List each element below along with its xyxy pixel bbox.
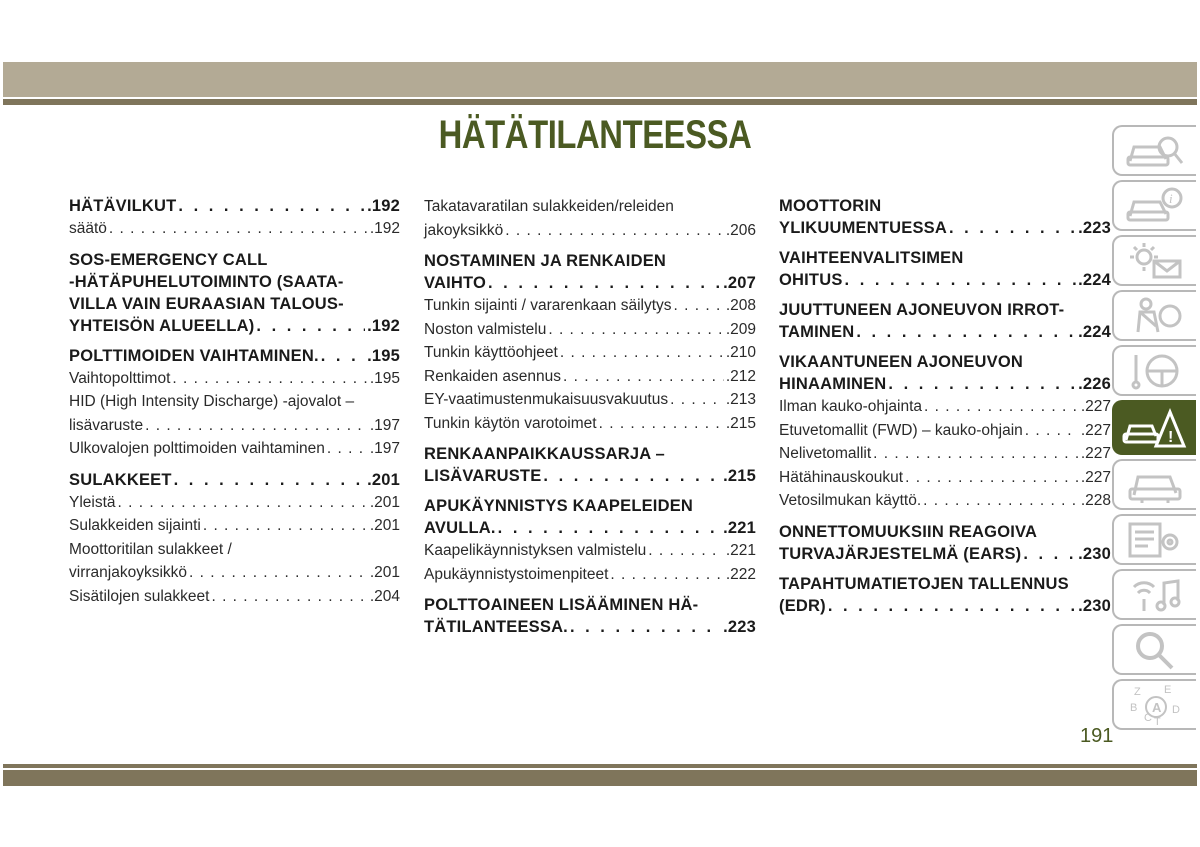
toc-entry-text: MOOTTORIN [779, 197, 882, 215]
toc-page-number: .197 [369, 440, 400, 457]
toc-page-number: .230 [1078, 596, 1111, 615]
page-number: 191 [1080, 725, 1114, 747]
dot-leader [327, 437, 368, 461]
dot-leader [505, 219, 724, 243]
search-magnifier-icon [1124, 630, 1186, 670]
toc-entry[interactable] [779, 489, 1111, 513]
toc-entry[interactable] [779, 442, 1111, 466]
toc-entry-text: Nelivetomallit [779, 445, 872, 462]
dot-leader [172, 367, 367, 391]
toc-heading[interactable] [779, 247, 1111, 291]
dot-leader [543, 465, 721, 487]
toc-entry-text: Kaapelikäynnistyksen valmistelu [424, 542, 647, 559]
toc-entry-text: NOSTAMINEN JA RENKAIDEN [424, 252, 667, 270]
dot-leader [873, 442, 1079, 466]
toc-page-number: .212 [725, 367, 756, 385]
toc-entry-text: jakoyksikkö [424, 221, 504, 239]
dot-leader [648, 539, 724, 563]
toc-entry[interactable] [69, 514, 400, 538]
toc-page-number: .222 [725, 565, 756, 583]
toc-heading[interactable] [69, 469, 400, 491]
alphabet-index-icon [1124, 683, 1186, 727]
tab-warning-lights[interactable] [1112, 235, 1196, 286]
toc-entry-text: APUKÄYNNISTYS KAAPELEIDEN [424, 497, 694, 515]
tab-steering-wheel[interactable] [1112, 345, 1196, 396]
seatbelt-airbag-icon [1124, 296, 1186, 336]
toc-entry-text: JUUTTUNEEN AJONEUVON IRROT- [779, 301, 1065, 319]
toc-page-number: .204 [369, 587, 400, 605]
tab-seatbelt-airbag[interactable] [1112, 290, 1196, 341]
svg-text:!: ! [1168, 428, 1174, 446]
toc-entry[interactable] [69, 585, 400, 609]
toc-entry[interactable] [424, 563, 756, 587]
toc-page-number: .213 [725, 391, 756, 408]
toc-entry-text: Vetosilmukan käyttö. [779, 492, 922, 509]
toc-entry-text: Sisätilojen sulakkeet [69, 587, 210, 605]
toc-page-number: .195 [369, 369, 400, 387]
page-title: HÄTÄTILANTEESSA [438, 113, 752, 157]
toc-heading[interactable] [424, 594, 756, 638]
toc-page-number: .201 [367, 470, 400, 489]
toc-entry-text: -HÄTÄPUHELUTOIMINTO (SAATA- [69, 272, 344, 291]
header-band [3, 62, 1197, 97]
car-service-icon [1124, 465, 1186, 505]
dot-leader [548, 318, 724, 342]
toc-entry-text: lisävaruste [69, 416, 144, 434]
dot-leader [211, 585, 367, 609]
dot-leader [1023, 543, 1076, 565]
toc-entry-text: ONNETTOMUUKSIIN REAGOIVA [779, 522, 1038, 541]
tab-emergency[interactable] [1112, 400, 1196, 455]
car-search-icon [1124, 131, 1186, 171]
dot-leader [949, 217, 1076, 239]
toc-entry[interactable] [69, 390, 400, 437]
toc-entry[interactable] [424, 341, 756, 365]
toc-entry-text: VAIHTEENVALITSIMEN [779, 249, 964, 267]
toc-heading[interactable] [69, 195, 400, 217]
toc-heading[interactable] [779, 195, 1111, 239]
dot-leader [888, 373, 1076, 395]
dot-leader [145, 414, 368, 438]
dot-leader [189, 561, 368, 585]
toc-entry-text: YLIKUUMENTUESSA [779, 219, 948, 237]
toc-entry-text: Ilman kauko-ohjainta [779, 398, 923, 415]
toc-entry-text: Ulkovalojen polttimoiden vaihtaminen [69, 440, 325, 457]
toc-page-number: .228 [1080, 492, 1111, 509]
index-letter-z: Z [1134, 685, 1141, 698]
toc-entry[interactable] [424, 539, 756, 563]
toc-heading[interactable] [779, 573, 1111, 617]
dot-leader [118, 491, 368, 515]
toc-column-1 [69, 195, 400, 608]
tab-maintenance[interactable] [1112, 514, 1196, 565]
toc-entry-text: LISÄVARUSTE [424, 467, 542, 485]
toc-page-number: .209 [725, 320, 756, 338]
dot-leader [905, 466, 1079, 490]
index-letter-b: B [1130, 701, 1138, 714]
toc-entry-text: HINAAMINEN [779, 375, 887, 393]
toc-entry-text: VILLA VAIN EURAASIAN TALOUS- [69, 294, 344, 313]
toc-entry[interactable] [779, 395, 1111, 419]
tab-index[interactable] [1112, 679, 1196, 730]
toc-entry-text: YHTEISÖN ALUEELLA) [69, 316, 255, 335]
toc-entry-text: Moottoritilan sulakkeet / [69, 540, 232, 558]
index-letter-t: T [1154, 715, 1161, 727]
toc-entry-text: TÄTILANTEESSA. [424, 618, 568, 636]
warning-lights-message-icon [1124, 241, 1186, 281]
toc-entry-text: TAMINEN [779, 323, 855, 341]
dot-leader [674, 294, 724, 318]
toc-entry[interactable] [69, 367, 400, 391]
toc-entry-text: POLTTOAINEEN LISÄÄMINEN HÄ- [424, 596, 699, 614]
tab-car-search[interactable] [1112, 125, 1196, 176]
toc-entry[interactable] [69, 491, 400, 515]
toc-entry-text: TURVAJÄRJESTELMÄ (EARS) [779, 544, 1022, 563]
toc-page-number: .192 [369, 220, 400, 237]
toc-page-number: .197 [369, 416, 400, 434]
dot-leader [178, 195, 365, 217]
footer-rule [3, 764, 1197, 768]
toc-page-number: .201 [369, 564, 400, 581]
toc-entry[interactable] [69, 538, 400, 585]
toc-entry-text: AVULLA. [424, 519, 496, 537]
dot-leader [1025, 419, 1079, 443]
toc-entry-text: EY-vaatimustenmukaisuusvakuutus [424, 391, 669, 408]
toc-entry[interactable] [424, 388, 756, 412]
toc-entry-text: säätö [69, 220, 107, 237]
toc-entry-text: Tunkin käyttöohjeet [424, 344, 558, 361]
index-letter-c: C [1144, 711, 1152, 724]
toc-entry-text: Etuvetomallit (FWD) – kauko-ohjain [779, 421, 1023, 439]
toc-page-number: .208 [725, 297, 756, 314]
dot-leader [845, 269, 1077, 291]
toc-entry-text: VAIHTO [424, 274, 487, 292]
toc-heading[interactable] [424, 495, 756, 539]
toc-column-2 [424, 195, 756, 638]
dot-leader [828, 595, 1076, 617]
dot-leader [488, 272, 721, 294]
toc-entry-text: Tunkin käytön varotoimet [424, 414, 597, 432]
toc-heading[interactable] [779, 299, 1111, 343]
maintenance-gears-icon [1124, 520, 1186, 560]
toc-entry-text: SULAKKEET [69, 470, 172, 489]
dot-leader [203, 514, 368, 538]
toc-entry-text: RENKAANPAIKKAUSSARJA – [424, 445, 665, 463]
toc-page-number: .223 [723, 618, 756, 636]
toc-entry-text: (EDR) [779, 596, 826, 615]
dot-leader [321, 345, 365, 367]
header-rule [3, 99, 1197, 105]
tab-multimedia[interactable] [1112, 569, 1196, 620]
toc-page-number: .224 [1078, 323, 1111, 341]
multimedia-music-icon [1124, 575, 1186, 615]
toc-entry[interactable] [69, 217, 400, 241]
tab-search[interactable] [1112, 624, 1196, 675]
toc-heading[interactable] [424, 443, 756, 487]
toc-entry[interactable] [779, 466, 1111, 490]
dot-leader [109, 217, 368, 241]
toc-page-number: .215 [723, 467, 756, 485]
toc-entry-text: Takatavaratilan sulakkeiden/releiden [424, 198, 674, 215]
dot-leader [498, 517, 721, 539]
toc-heading[interactable] [779, 521, 1111, 565]
toc-entry-text: SOS-EMERGENCY CALL [69, 250, 268, 269]
toc-entry[interactable] [424, 195, 756, 242]
dot-leader [256, 315, 365, 337]
toc-heading[interactable] [424, 250, 756, 294]
tab-car-info[interactable] [1112, 180, 1196, 231]
toc-page-number: .230 [1078, 544, 1111, 563]
toc-heading[interactable] [779, 351, 1111, 395]
dot-leader [570, 616, 721, 638]
dot-leader [924, 395, 1079, 419]
toc-page-number: .192 [367, 316, 400, 335]
toc-page-number: .227 [1080, 468, 1111, 486]
toc-page-number: .227 [1080, 398, 1111, 415]
toc-entry-text: HID (High Intensity Discharge) -ajovalot – [69, 393, 355, 410]
dot-leader [856, 321, 1076, 343]
toc-page-number: .226 [1078, 375, 1111, 393]
chapter-tabs [1112, 125, 1200, 734]
dot-leader [563, 365, 724, 389]
dot-leader [610, 563, 723, 587]
toc-page-number: .224 [1078, 271, 1111, 289]
toc-page-number: .201 [369, 493, 400, 511]
toc-entry[interactable] [779, 419, 1111, 443]
toc-page-number: .201 [369, 517, 400, 534]
dot-leader [670, 388, 724, 412]
toc-entry-text: Noston valmistelu [424, 320, 547, 338]
dot-leader [599, 412, 724, 436]
toc-entry-text: Apukäynnistystoimenpiteet [424, 565, 609, 583]
toc-page-number: .227 [1080, 445, 1111, 462]
steering-wheel-key-icon [1124, 351, 1186, 391]
toc-page-number: .210 [725, 344, 756, 361]
toc-entry-text: OHITUS [779, 271, 843, 289]
car-info-icon [1124, 186, 1186, 226]
toc-page-number: .227 [1080, 421, 1111, 439]
toc-entry-text: Vaihtopolttimot [69, 369, 171, 387]
toc-page-number: .206 [725, 221, 756, 239]
toc-entry[interactable] [424, 412, 756, 436]
toc-page-number: .207 [723, 274, 756, 292]
car-breakdown-warning-icon [1122, 406, 1188, 450]
toc-entry[interactable] [424, 294, 756, 318]
index-letter-d: D [1172, 703, 1180, 716]
toc-heading[interactable] [69, 345, 400, 367]
footer-band [3, 770, 1197, 786]
tab-car-service[interactable] [1112, 459, 1196, 510]
toc-entry[interactable] [424, 318, 756, 342]
toc-column-3 [779, 195, 1111, 617]
dot-leader [560, 341, 724, 365]
index-letter-a: A [1152, 699, 1162, 715]
toc-page-number: .221 [725, 542, 756, 559]
svg-text:i: i [1169, 190, 1173, 206]
toc-entry-text: virranjakoyksikkö [69, 564, 188, 581]
toc-entry-text: Tunkin sijainti / vararenkaan säilytys [424, 297, 672, 314]
dot-leader [923, 489, 1079, 513]
toc-page-number: .221 [723, 519, 756, 537]
toc-page-number: .215 [725, 414, 756, 432]
toc-entry-text: Sulakkeiden sijainti [69, 517, 201, 534]
toc-entry[interactable] [69, 437, 400, 461]
toc-entry-text: VIKAANTUNEEN AJONEUVON [779, 353, 1023, 371]
toc-entry-text: Renkaiden asennus [424, 367, 562, 385]
dot-leader [174, 469, 365, 491]
toc-page-number: .223 [1078, 219, 1111, 237]
toc-entry[interactable] [424, 365, 756, 389]
toc-entry-text: POLTTIMOIDEN VAIHTAMINEN. [69, 346, 319, 365]
toc-entry-text: Hätähinauskoukut [779, 468, 904, 486]
toc-entry-text: Yleistä [69, 493, 116, 511]
toc-page-number: .195 [367, 346, 400, 365]
toc-entry-text: HÄTÄVILKUT [69, 197, 177, 215]
toc-entry-text: TAPAHTUMATIETOJEN TALLENNUS [779, 574, 1069, 593]
index-letter-e: E [1164, 683, 1172, 696]
toc-page-number: .192 [367, 197, 400, 215]
toc-heading[interactable] [69, 249, 400, 337]
